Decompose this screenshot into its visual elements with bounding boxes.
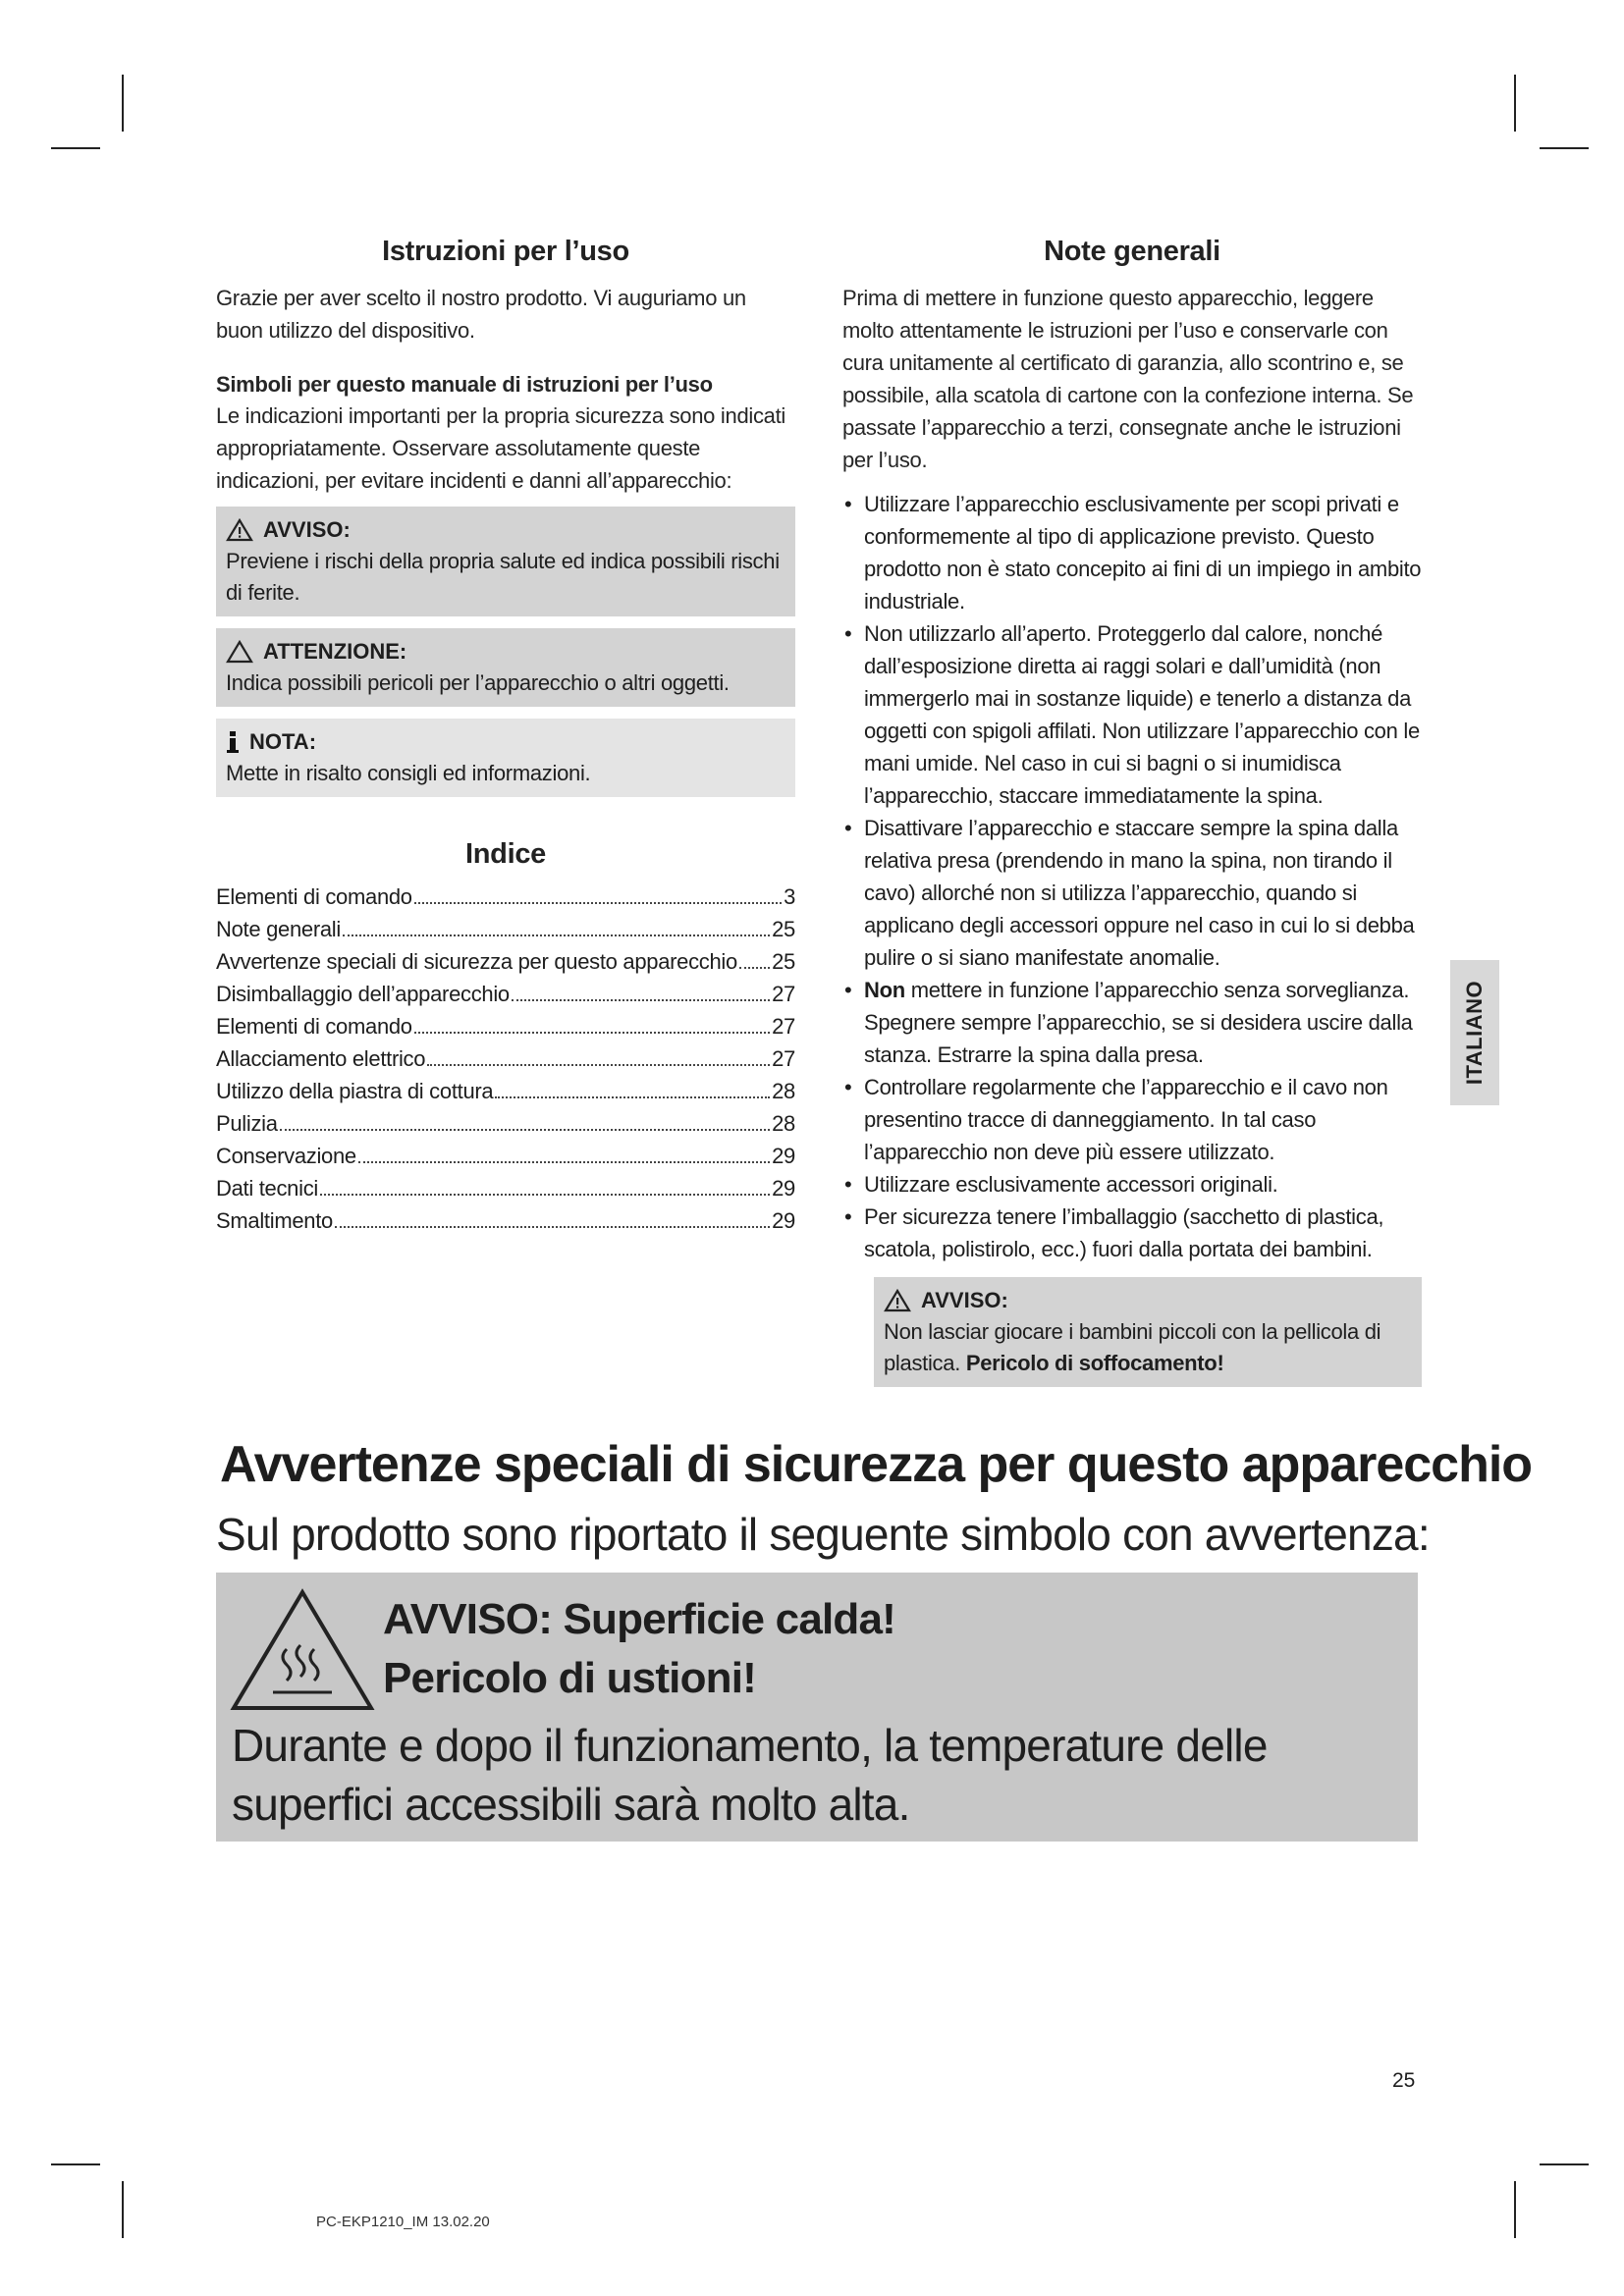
hot-surface-warning bbox=[216, 1573, 1418, 1842]
notice-warning bbox=[216, 507, 795, 616]
toc-row[interactable]: Smaltimento 29 bbox=[216, 1208, 795, 1233]
list-item-text: mettere in funzione l’apparecchio senza sorveglianza. Spegnere sempre l’apparecchio, se si desidera uscire dalla stanza. Estrarre la spina dalla presa. bbox=[864, 978, 1413, 1067]
toc-row[interactable]: Pulizia 28 bbox=[216, 1111, 795, 1136]
hot-warning-line: Pericolo di ustioni! bbox=[383, 1654, 757, 1702]
special-safety-subtitle: Sul prodotto sono riportato il seguente simbolo con avvertenza: bbox=[216, 1509, 1430, 1560]
section-heading-general-notes: Note generali bbox=[1044, 236, 1220, 267]
safety-list bbox=[842, 488, 1422, 1265]
list-item: • Per sicurezza tenere l’imballaggio (sacchetto di plastica, scatola, polistirolo, ecc.) fuori dalla portata dei bambini. bbox=[842, 1201, 1422, 1265]
notice-caution bbox=[216, 628, 795, 707]
list-item: • Utilizzare l’apparecchio esclusivamente per scopi privati e conformemente al tipo di applicazione previsto. Questo prodotto non è stato concepito ai fini di un impiego in ambito industriale. bbox=[842, 488, 1422, 617]
crop-mark bbox=[1540, 2163, 1589, 2165]
toc-row[interactable]: Conservazione 29 bbox=[216, 1144, 795, 1168]
index-heading: Indice bbox=[465, 838, 546, 870]
toc-row[interactable]: Note generali 25 bbox=[216, 917, 795, 941]
language-tab bbox=[1450, 960, 1499, 1105]
notice-title: ATTENZIONE: bbox=[263, 639, 407, 664]
crop-mark bbox=[51, 147, 100, 149]
hot-surface-icon bbox=[230, 1588, 375, 1712]
special-safety-title: Avvertenze speciali di sicurezza per questo apparecchio bbox=[220, 1436, 1533, 1493]
notice-title: NOTA: bbox=[249, 729, 317, 754]
toc-row[interactable]: Avvertenze speciali di sicurezza per questo apparecchio 25 bbox=[216, 949, 795, 974]
crop-mark bbox=[51, 2163, 100, 2165]
hot-warning-line: AVVISO: Superficie calda! bbox=[383, 1595, 896, 1643]
crop-mark bbox=[1540, 147, 1589, 149]
caution-triangle-icon bbox=[226, 640, 253, 664]
warning-title: AVVISO: bbox=[921, 1288, 1008, 1312]
table-of-contents bbox=[216, 881, 795, 1237]
crop-mark bbox=[1514, 2181, 1516, 2238]
section-heading-instructions: Istruzioni per l’uso bbox=[382, 236, 629, 267]
footer-code: PC-EKP1210_IM 13.02.20 bbox=[316, 2214, 490, 2230]
toc-row[interactable]: Dati tecnici 29 bbox=[216, 1176, 795, 1201]
warning-triangle-icon bbox=[884, 1289, 911, 1312]
page-number: 25 bbox=[1392, 2069, 1416, 2092]
notice-text: Previene i rischi della propria salute ed indica possibili rischi di ferite. bbox=[226, 549, 780, 605]
warning-bold: Pericolo di soffocamento! bbox=[965, 1351, 1224, 1375]
suffocation-warning bbox=[874, 1277, 1422, 1387]
list-item bbox=[842, 974, 1422, 1071]
crop-mark bbox=[1514, 75, 1516, 132]
left-column bbox=[216, 236, 795, 1237]
list-item: • Utilizzare esclusivamente accessori originali. bbox=[842, 1168, 1422, 1201]
symbols-heading: Simboli per questo manuale di istruzioni per l’uso bbox=[216, 372, 713, 397]
notice-text: Indica possibili pericoli per l’apparecchio o altri oggetti. bbox=[226, 670, 730, 695]
bold-lead: Non bbox=[864, 978, 905, 1002]
hot-warning-text: Durante e dopo il funzionamento, la temperature delle superfici accessibili sarà molto alta. bbox=[232, 1720, 1268, 1830]
info-icon bbox=[226, 729, 240, 755]
list-item: • Disattivare l’apparecchio e staccare sempre la spina dalla relativa presa (prendendo in mano la spina, non tirando il cavo) allorché non si utilizza l’apparecchio, quando si applicano degli accessori oppure nel caso in cui lo si debba pulire o si siano manifestate anomalie. bbox=[842, 812, 1422, 974]
right-column bbox=[842, 236, 1422, 1387]
toc-row[interactable]: Allacciamento elettrico 27 bbox=[216, 1046, 795, 1071]
list-item: • Controllare regolarmente che l’apparecchio e il cavo non presentino tracce di danneggiamento. In tal caso l’apparecchio non deve più essere utilizzato. bbox=[842, 1071, 1422, 1168]
crop-mark bbox=[122, 75, 124, 132]
notice-text: Mette in risalto consigli ed informazioni. bbox=[226, 761, 591, 785]
notice-title: AVVISO: bbox=[263, 517, 351, 542]
general-intro: Prima di mettere in funzione questo apparecchio, leggere molto attentamente le istruzioni per l’uso e conservarle con cura unitamente al certificato di garanzia, allo scontrino e, se possibile, alla scatola di cartone con la confezione interna. Se passate l’apparecchio a terzi, consegnate anche le istruzioni per l’uso. bbox=[842, 286, 1414, 472]
warning-text: Non lasciar giocare i bambini piccoli con la pellicola di plastica. Pericolo di soffocamento! bbox=[884, 1319, 1381, 1375]
toc-row[interactable]: Elementi di comando 3 bbox=[216, 884, 795, 909]
notice-note bbox=[216, 719, 795, 797]
toc-row[interactable]: Utilizzo della piastra di cottura 28 bbox=[216, 1079, 795, 1103]
crop-mark bbox=[122, 2181, 124, 2238]
hot-warning-title bbox=[383, 1590, 895, 1708]
toc-row[interactable]: Elementi di comando 27 bbox=[216, 1014, 795, 1039]
language-label: ITALIANO bbox=[1462, 980, 1487, 1086]
list-item: • Non utilizzarlo all’aperto. Proteggerlo dal calore, nonché dall’esposizione diretta ai raggi solari e dall’umidità (non immergerlo mai in sostanze liquide) e tenerlo a distanza da oggetti con spigoli affilati. Non utilizzare l’apparecchio con le mani umide. Nel caso in cui si bagni o si inumidisca l’apparecchio, staccare immediatamente la spina. bbox=[842, 617, 1422, 812]
toc-row[interactable]: Disimballaggio dell’apparecchio 27 bbox=[216, 982, 795, 1006]
symbols-text: Le indicazioni importanti per la propria sicurezza sono indicati appropriatamente. Osservare assolutamente queste indicazioni, per evitare incidenti e danni all’apparecchio: bbox=[216, 403, 785, 493]
intro-text: Grazie per aver scelto il nostro prodotto. Vi auguriamo un buon utilizzo del dispositivo. bbox=[216, 286, 746, 343]
warning-triangle-icon bbox=[226, 518, 253, 542]
